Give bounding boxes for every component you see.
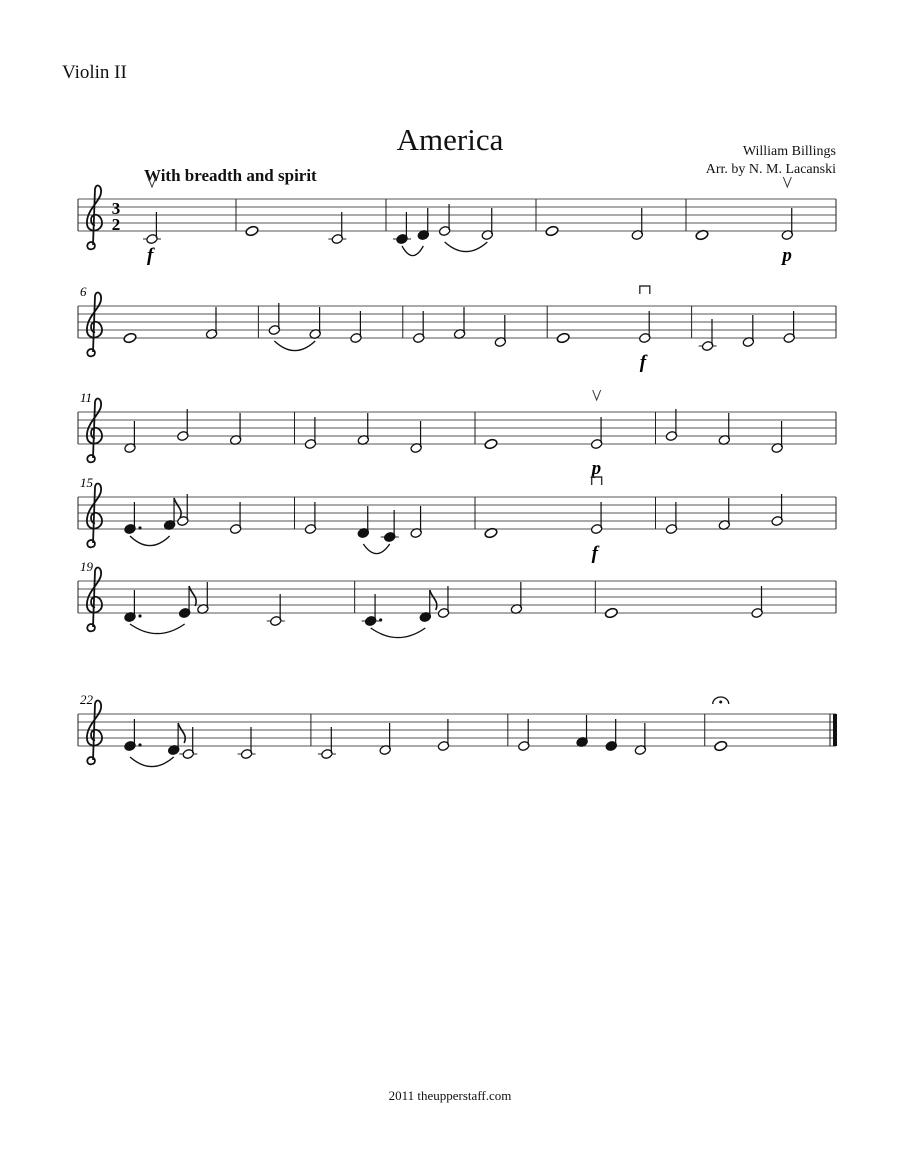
measure-number: 15 <box>80 475 93 490</box>
final-barline <box>833 714 837 746</box>
note-flag <box>174 498 181 518</box>
note-head <box>484 438 498 450</box>
note-head <box>604 607 618 619</box>
treble-clef <box>87 186 102 250</box>
slur <box>371 628 426 638</box>
note-head <box>545 225 559 237</box>
staff-system <box>78 559 836 638</box>
up-bow-mark <box>783 177 791 187</box>
dot <box>138 614 141 617</box>
treble-clef <box>87 701 102 765</box>
dot <box>138 526 141 529</box>
dynamic-marking: f <box>639 352 647 373</box>
time-signature-bottom: 2 <box>111 215 121 234</box>
note-flag <box>430 590 437 610</box>
dynamic-marking: p <box>782 245 792 266</box>
part-name: Violin II <box>62 62 127 83</box>
staff-system <box>78 284 836 373</box>
treble-clef <box>87 399 102 463</box>
up-bow-mark <box>593 390 601 400</box>
fermata-dot <box>719 701 722 704</box>
slur <box>130 536 170 546</box>
composer-credit: William Billings <box>742 144 836 159</box>
treble-clef <box>87 293 102 357</box>
note-head <box>556 332 570 344</box>
note-head <box>123 332 137 344</box>
treble-clef <box>87 568 102 632</box>
staff-system <box>78 692 837 767</box>
dot <box>379 618 382 621</box>
tempo-marking: With breadth and spirit <box>144 166 317 185</box>
measure-number: 19 <box>80 559 93 574</box>
down-bow-mark <box>640 286 650 294</box>
staff-system <box>78 390 836 479</box>
up-bow-mark <box>148 177 156 187</box>
slur <box>402 246 423 256</box>
measure-number: 6 <box>80 284 87 299</box>
slur <box>274 341 315 351</box>
slur <box>363 544 389 554</box>
slur <box>130 757 174 767</box>
page-title: America <box>396 122 504 157</box>
copyright-footer: 2011 theupperstaff.com <box>388 1088 512 1103</box>
staff-system <box>78 475 836 564</box>
note-flag <box>178 723 185 743</box>
measure-number: 11 <box>80 390 93 405</box>
dot <box>138 743 141 746</box>
dynamic-marking: p <box>591 458 602 479</box>
arranger-credit: Arr. by N. M. Lacanski <box>705 162 836 177</box>
time-signature-top: 3 <box>111 199 121 218</box>
slur <box>445 242 488 252</box>
note-head <box>245 225 259 237</box>
measure-number: 22 <box>80 692 93 707</box>
staff-system <box>78 177 836 266</box>
slur <box>130 624 185 634</box>
note-head <box>714 740 728 752</box>
treble-clef <box>87 484 102 548</box>
dynamic-marking: f <box>147 245 154 266</box>
dynamic-marking: f <box>591 543 598 564</box>
